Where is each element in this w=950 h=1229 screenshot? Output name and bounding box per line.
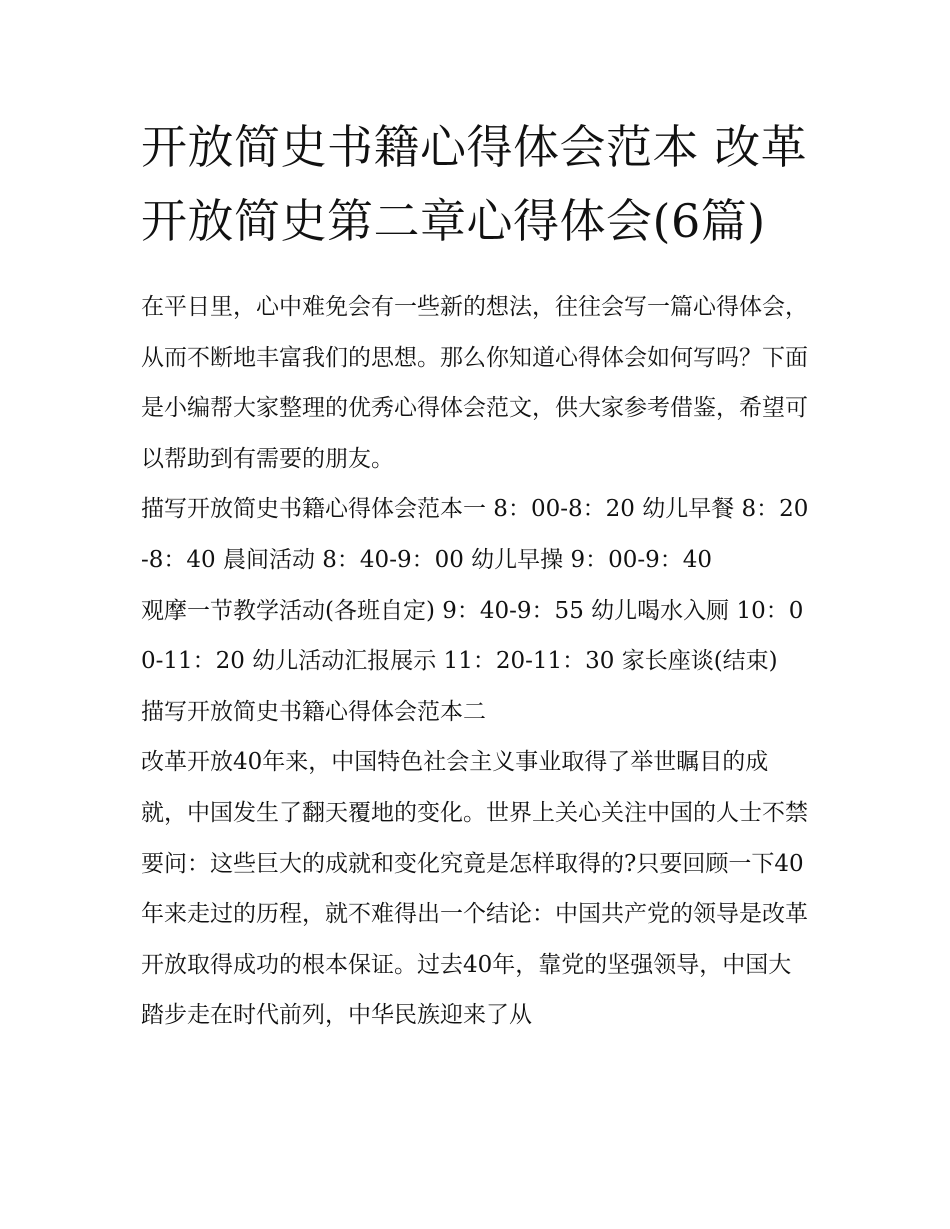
body-paragraph: 改革开放40年来，中国特色社会主义事业取得了举世瞩目的成就，中国发生了翻天覆地的变化。世界上关心关注中国的人士不禁要问：这些巨大的成就和变化究竟是怎样取得的?只要回顾一下40年来走过的历程，就不难得出一个结论：中国共产党的领导是改革开放取得成功的根本保证。过去40年，靠党的坚强领导，中国大踏步走在时代前列，中华民族迎来了从 [141, 749, 808, 1029]
schedule-paragraph-2: 观摩一节教学活动(各班自定) 9：40-9：55 幼儿喝水入厕 10：00-11：20 幼儿活动汇报展示 11：20-11：30 家长座谈(结束) [141, 597, 804, 675]
document-page [141, 110, 813, 1041]
schedule-paragraph-1: 描写开放简史书籍心得体会范本一 8：00-8：20 幼儿早餐 8：20-8：40 晨间活动 8：40-9：00 幼儿早操 9：00-9：40 [141, 496, 809, 573]
document-body [141, 282, 813, 1041]
intro-paragraph: 在平日里，心中难免会有一些新的想法，往往会写一篇心得体会，从而不断地丰富我们的思想。那么你知道心得体会如何写吗？下面是小编帮大家整理的优秀心得体会范文，供大家参考借鉴，希望可以帮助到有需要的朋友。 [141, 294, 808, 472]
document-title: 开放简史书籍心得体会范本 改革开放简史第二章心得体会(6篇) [141, 120, 808, 248]
section-heading-2: 描写开放简史书籍心得体会范本二 [141, 698, 486, 725]
